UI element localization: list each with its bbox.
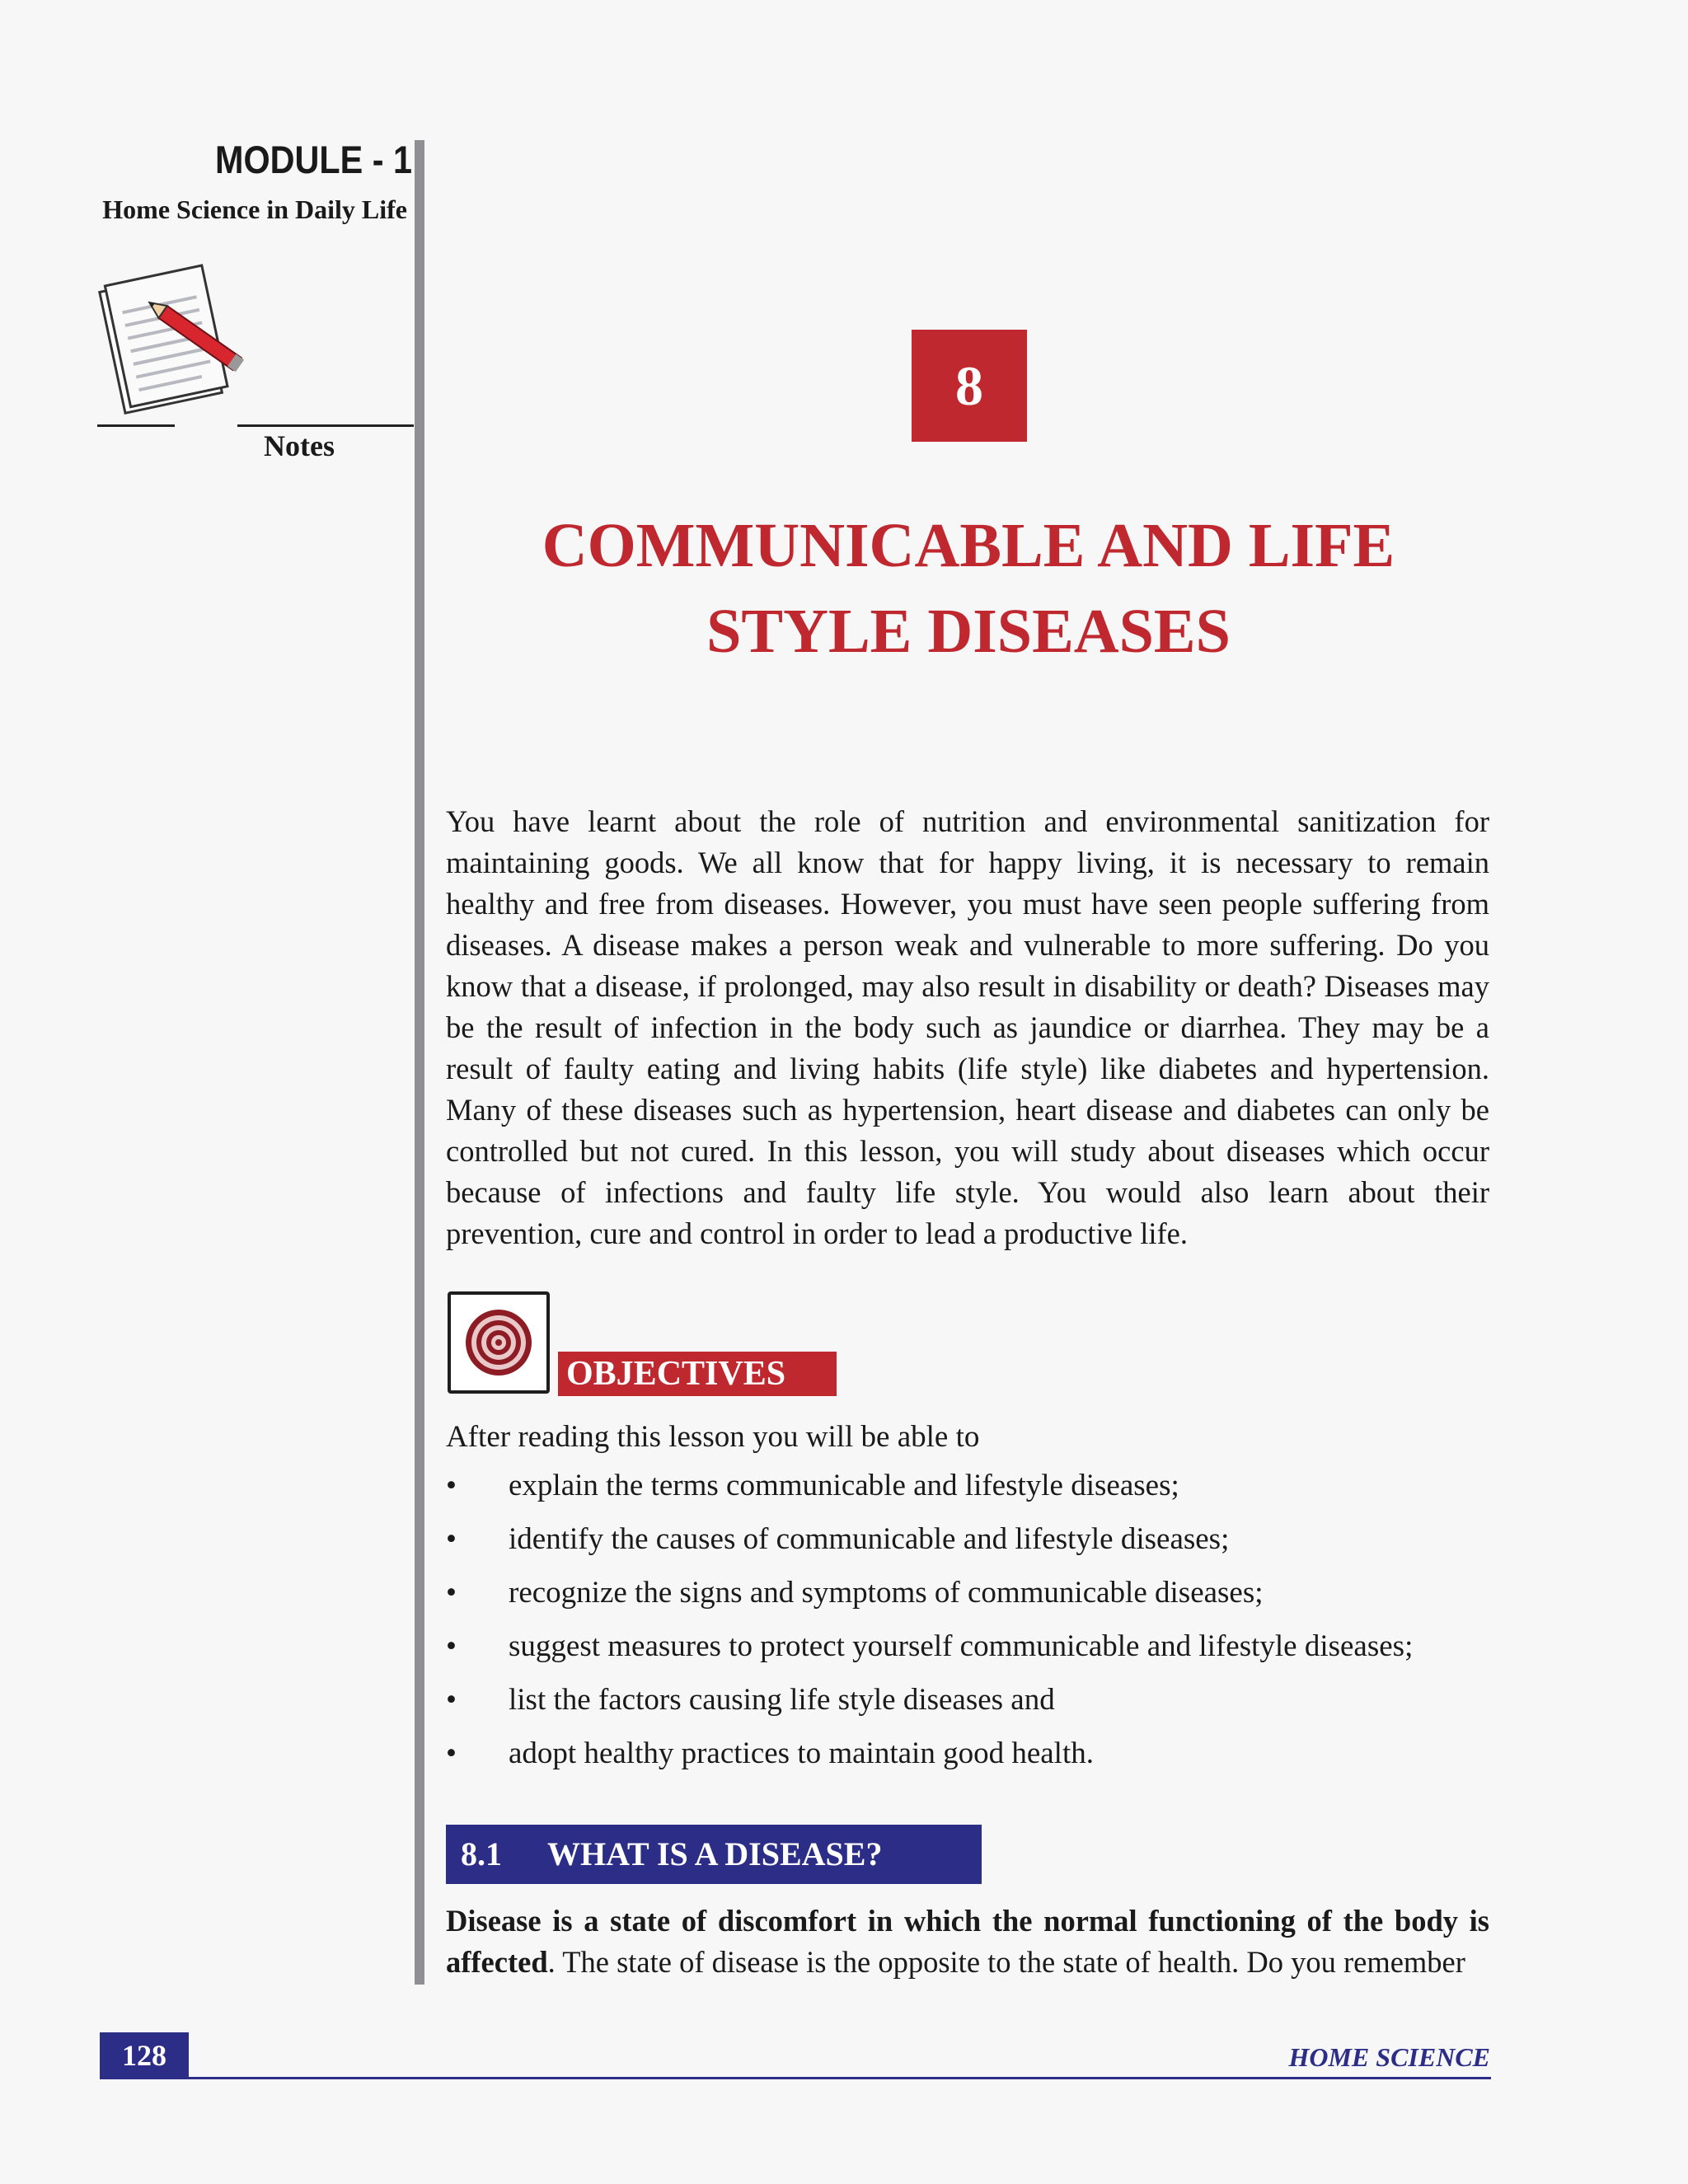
bullet-icon: • (446, 1629, 457, 1663)
objectives-heading: OBJECTIVES (558, 1352, 837, 1396)
bullet-icon: • (446, 1576, 457, 1610)
footer-book-title: HOME SCIENCE (1288, 2042, 1490, 2072)
list-item (446, 1626, 1517, 1680)
module-subtitle: Home Science in Daily Life (102, 194, 407, 224)
objective-text: identify the causes of communicable and lifestyle diseases; (509, 1522, 1230, 1556)
objectives-list (446, 1465, 1517, 1787)
objective-text: explain the terms communicable and lifestyle diseases; (509, 1469, 1179, 1502)
notes-divider-right (237, 424, 414, 427)
section-body-text: . The state of disease is the opposite to the state of health. Do you remember (547, 1945, 1465, 1979)
bullet-icon: • (446, 1736, 457, 1770)
section-paragraph (446, 1900, 1489, 1983)
list-item (446, 1733, 1517, 1787)
section-heading (446, 1825, 982, 1884)
bullet-icon: • (446, 1522, 457, 1556)
list-item (446, 1465, 1517, 1519)
section-number: 8.1 (461, 1835, 502, 1872)
margin-rule (415, 140, 424, 1985)
objective-text: list the factors causing life style diseases and (509, 1683, 1055, 1717)
definition-text: Disease is a state of discomfort in which the normal functioning of the body is affected (446, 1904, 1489, 1979)
module-title: MODULE - 1 (215, 138, 412, 181)
bullet-icon: • (446, 1469, 457, 1502)
bullet-icon: • (446, 1683, 457, 1717)
list-item (446, 1680, 1517, 1733)
intro-paragraph: You have learnt about the role of nutrition and environmental sanitization for maintaining goods. We all know that for happy living, it is necessary to remain healthy and free from diseases. However, you must have seen people suffering from diseases. A disease makes a person weak and vulnerable to more suffering. Do you know that a disease, if prolonged, may also result in disability or death? Diseases may be the result of infection in the body such as jaundice or diarrhea. They may be a result of faulty eating and living habits (life style) like diabetes and hypertension. Many of these diseases such as hypertension, heart disease and diabetes can only be controlled but not cured. In this lesson, you will study about diseases which occur because of infections and faulty life style. You would also learn about their prevention, cure and control in order to lead a productive life. (446, 804, 1489, 1250)
objectives-intro: After reading this lesson you will be able to (446, 1420, 980, 1454)
notepad-with-pencil-icon (97, 262, 262, 427)
page-number: 128 (100, 2032, 189, 2079)
chapter-number-badge: 8 (912, 330, 1027, 442)
list-item (446, 1572, 1517, 1626)
list-item (446, 1519, 1517, 1572)
objective-text: recognize the signs and symptoms of communicable diseases; (509, 1576, 1264, 1610)
objective-text: suggest measures to protect yourself communicable and lifestyle diseases; (509, 1629, 1414, 1663)
notes-divider-left (97, 424, 175, 427)
chapter-title: COMMUNICABLE AND LIFE STYLE DISEASES (542, 511, 1395, 666)
target-icon (448, 1291, 550, 1394)
footer-rule (100, 2077, 1491, 2079)
section-title: WHAT IS A DISEASE? (547, 1835, 883, 1872)
notes-label: Notes (264, 429, 335, 462)
objective-text: adopt healthy practices to maintain good health. (509, 1736, 1094, 1770)
